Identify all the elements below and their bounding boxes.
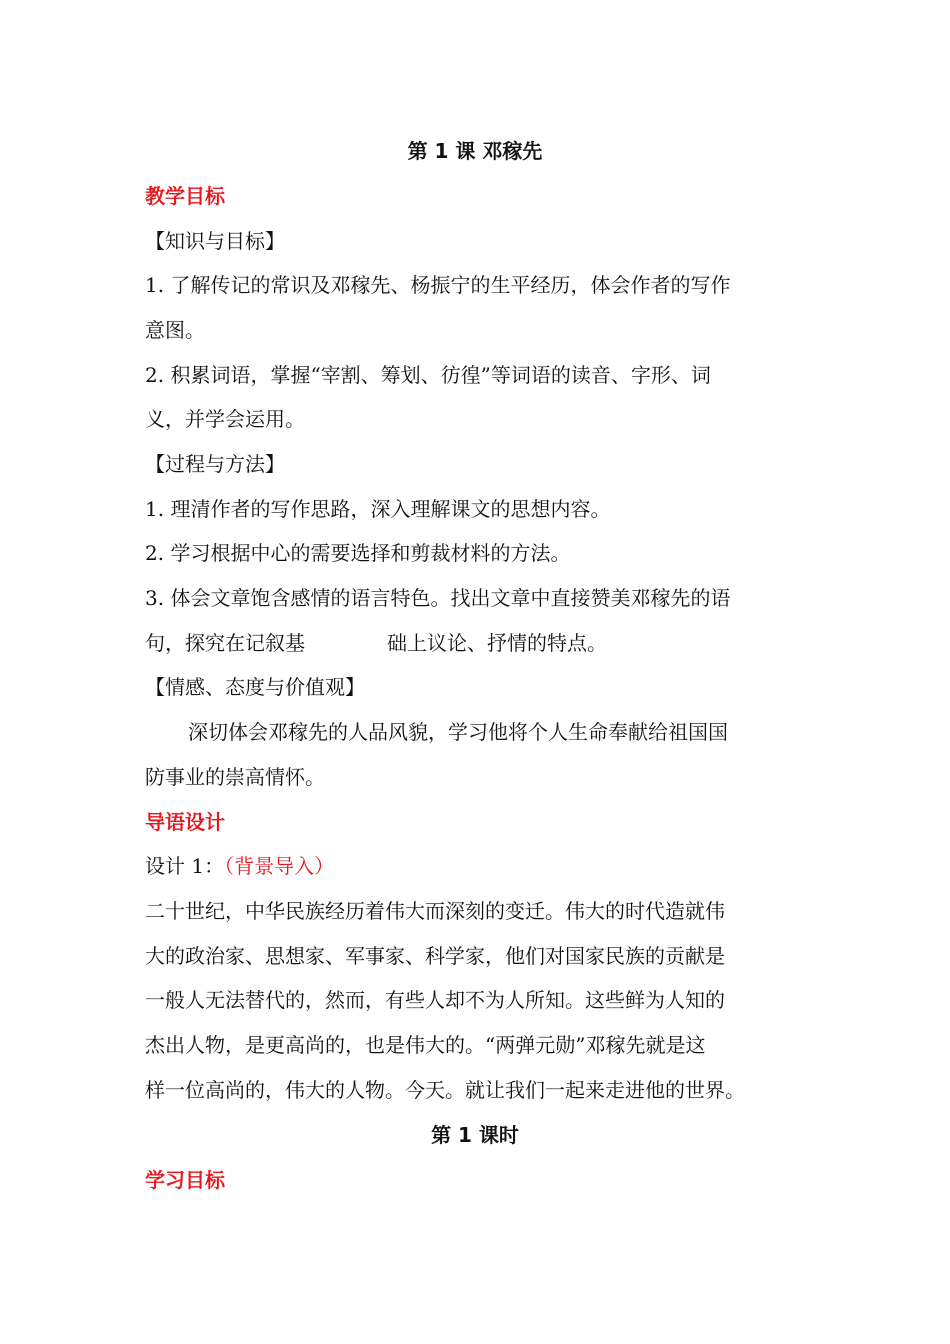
design-1-label xyxy=(145,852,334,880)
design-1-paragraph-line-3: 一般人无法替代的，然而，有些人却不为人所知。这些鲜为人知的 xyxy=(145,988,725,1012)
knowledge-item-2-line-2: 义，并学会运用。 xyxy=(145,407,305,431)
process-item-3-line-1: 3. 体会文章饱含感情的语言特色。找出文章中直接赞美邓稼先的语 xyxy=(145,586,731,610)
emotion-line-1: 深切体会邓稼先的人品风貌，学习他将个人生命奉献给祖国国 xyxy=(188,720,728,744)
lesson-title: 第 1 课 邓稼先 xyxy=(407,139,543,163)
design-1-paragraph-line-1: 二十世纪，中华民族经历着伟大而深刻的变迁。伟大的时代造就伟 xyxy=(145,899,725,923)
process-item-3-line-2-part-a: 句，探究在记叙基 xyxy=(145,631,305,655)
emotion-line-2: 防事业的崇高情怀。 xyxy=(145,765,325,789)
design-1-tag: （背景导入） xyxy=(224,854,335,878)
knowledge-item-1-line-1: 1. 了解传记的常识及邓稼先、杨振宁的生平经历，体会作者的写作 xyxy=(145,273,731,297)
design-1-prefix: 设计 1： xyxy=(145,854,225,878)
design-1-paragraph-line-4: 杰出人物，是更高尚的，也是伟大的。“两弹元勋”邓稼先就是这 xyxy=(145,1033,706,1057)
teaching-objectives-heading: 教学目标 xyxy=(145,184,225,208)
process-item-1: 1. 理清作者的写作思路，深入理解课文的思想内容。 xyxy=(145,497,611,521)
process-item-2: 2. 学习根据中心的需要选择和剪裁材料的方法。 xyxy=(145,541,571,565)
knowledge-item-2-line-1: 2. 积累词语，掌握“宰割、筹划、彷徨”等词语的读音、字形、词 xyxy=(145,363,711,387)
process-methods-label: 【过程与方法】 xyxy=(145,452,285,476)
process-item-3-line-2-part-b: 础上议论、抒情的特点。 xyxy=(387,631,607,655)
intro-design-heading: 导语设计 xyxy=(145,810,225,834)
lesson-period-title: 第 1 课时 xyxy=(431,1123,519,1147)
knowledge-item-1-line-2: 意图。 xyxy=(145,318,205,342)
emotion-values-label: 【情感、态度与价值观】 xyxy=(145,675,365,699)
knowledge-goals-label: 【知识与目标】 xyxy=(145,229,285,253)
design-1-paragraph-line-2: 大的政治家、思想家、军事家、科学家，他们对国家民族的贡献是 xyxy=(145,944,725,968)
study-objectives-heading: 学习目标 xyxy=(145,1168,225,1192)
process-item-3-line-2 xyxy=(145,629,607,657)
design-1-paragraph-line-5: 样一位高尚的，伟大的人物。今天。就让我们一起来走进他的世界。 xyxy=(145,1078,745,1102)
